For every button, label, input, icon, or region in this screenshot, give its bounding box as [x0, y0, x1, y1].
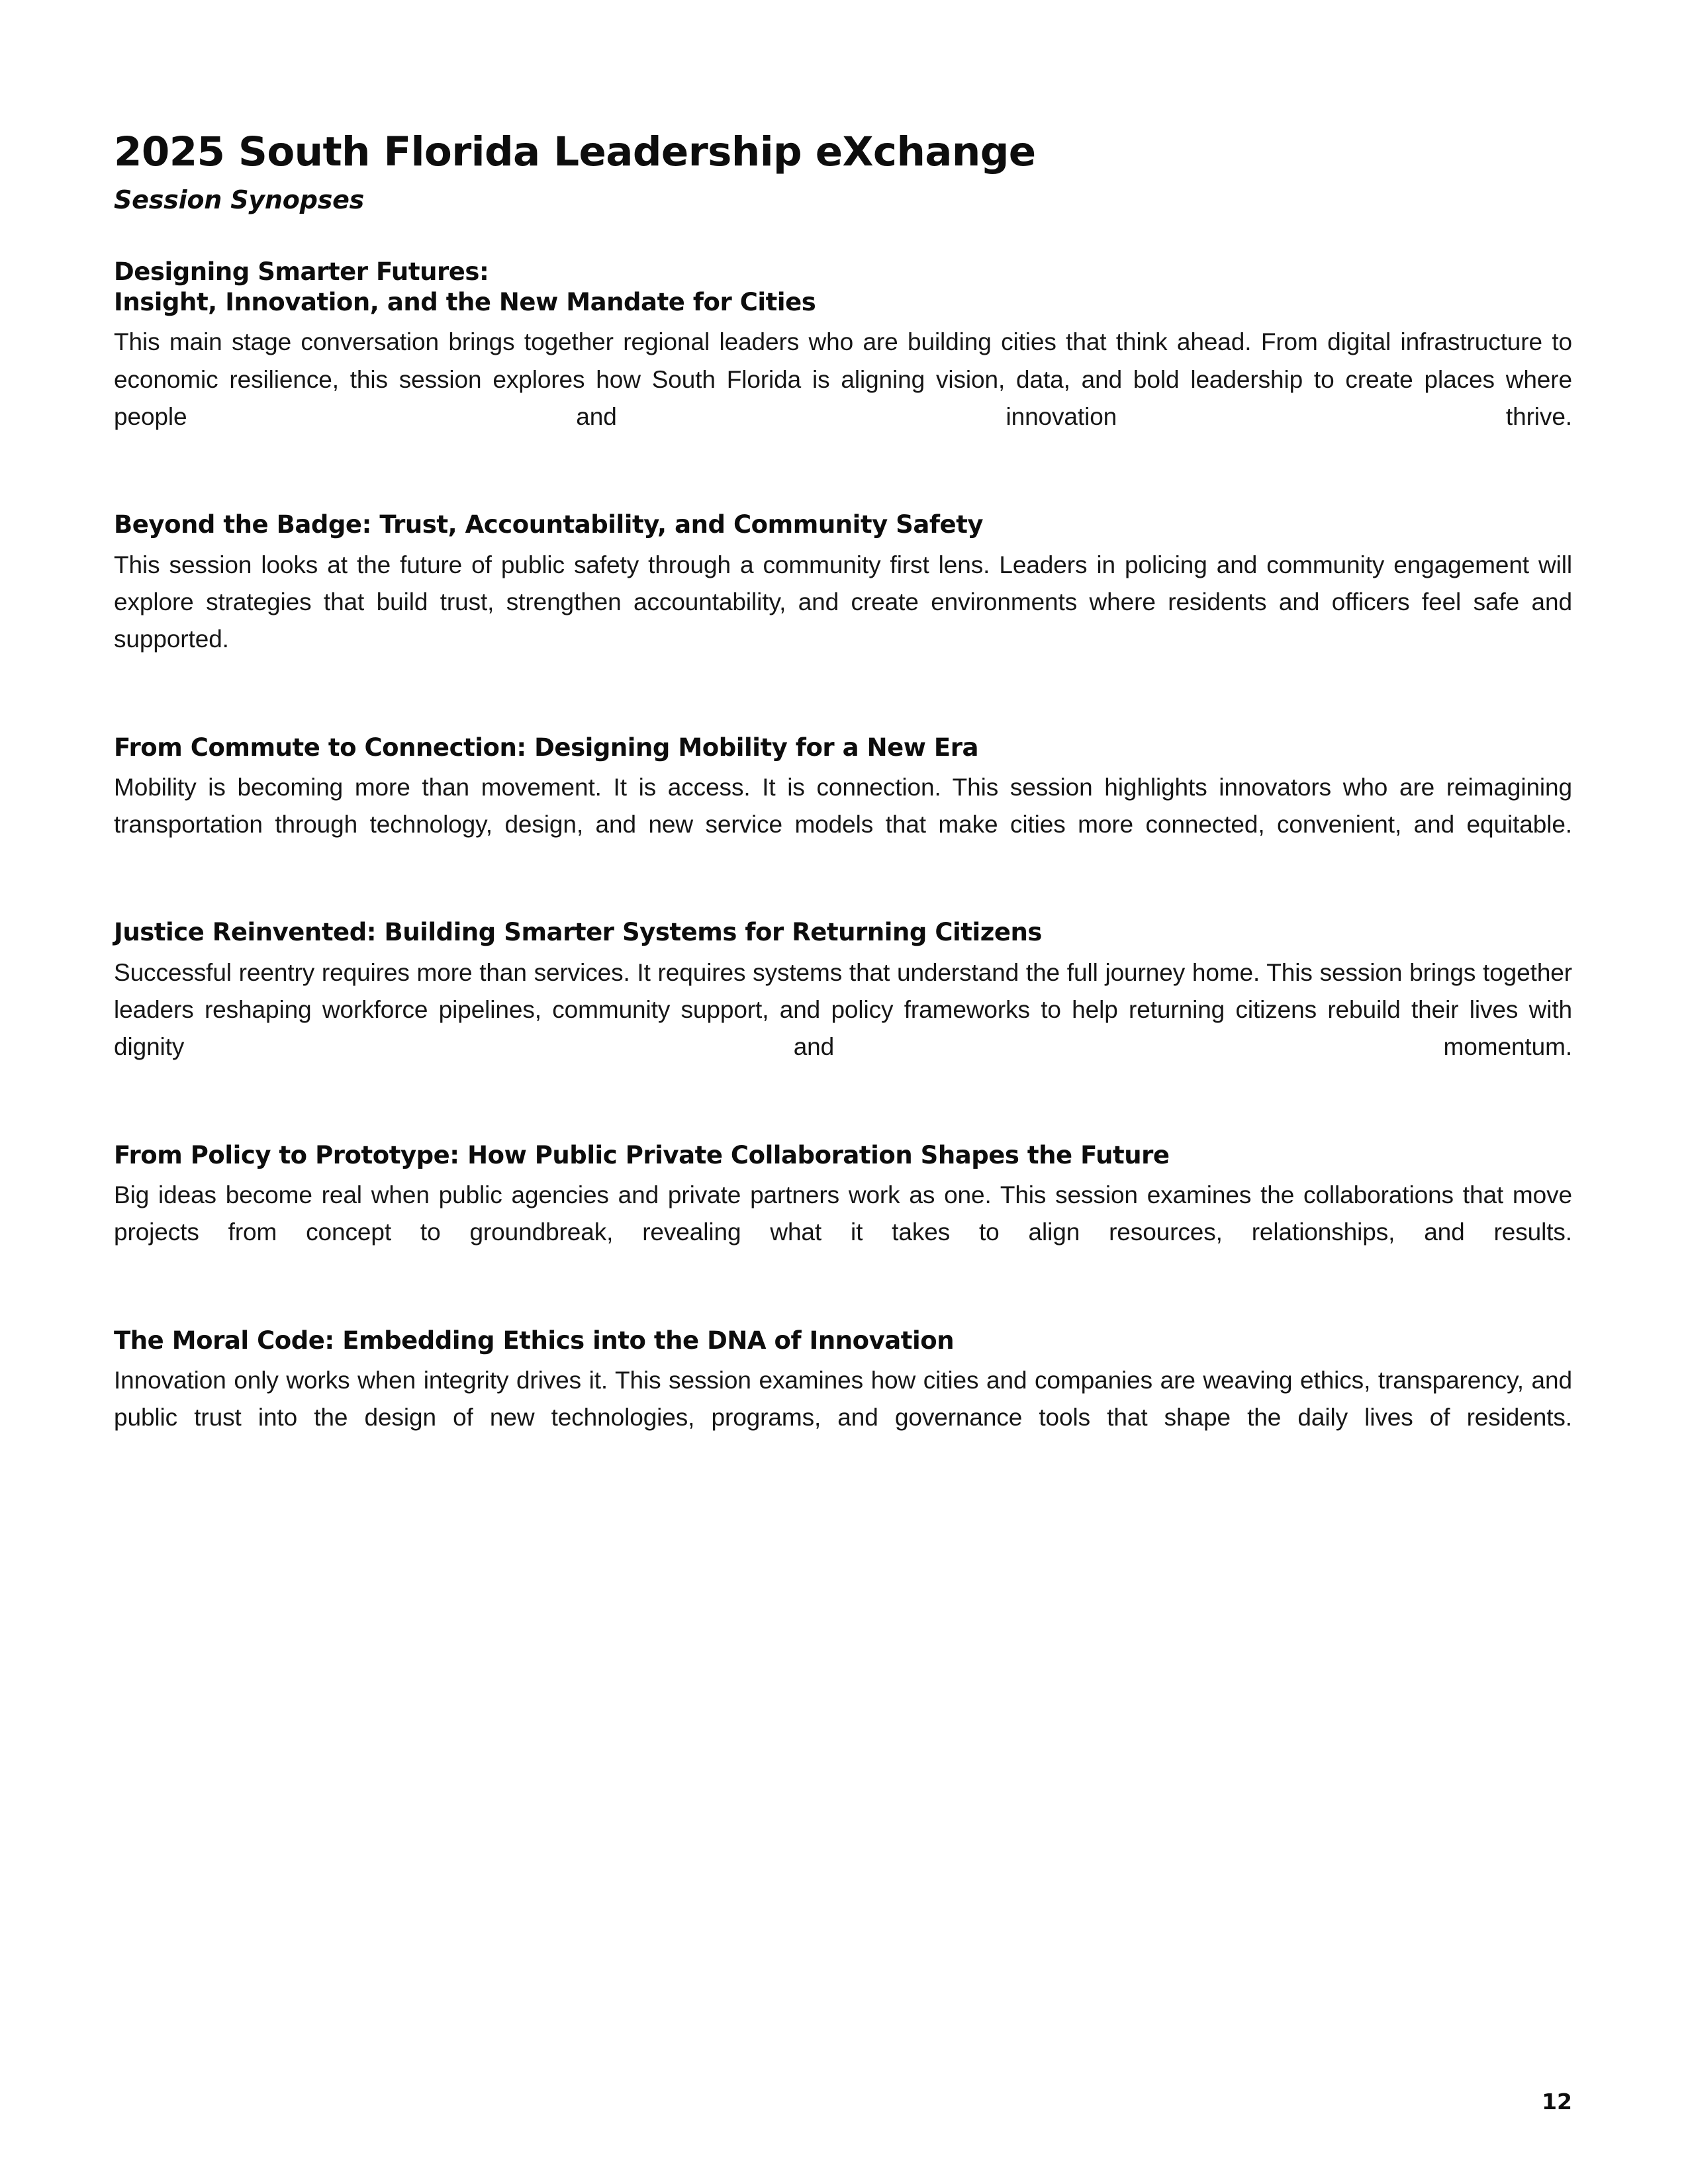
session-heading: [114, 510, 1572, 540]
session-heading-line-1: From Policy to Prototype: How Public Private Collaboration Shapes the Future: [114, 1140, 1170, 1169]
session-heading-line-1: The Moral Code: Embedding Ethics into the DNA of Innovation: [114, 1326, 955, 1355]
session-entry: [114, 733, 1572, 881]
session-description: Innovation only works when integrity drives it. This session examines how cities and companies are weaving ethics, transparency, and public trust into the design of new technologies, programs, and governance tools that shape the daily lives of residents.: [114, 1366, 1572, 1432]
session-entry: [114, 1140, 1572, 1289]
session-heading-line-1: Justice Reinvented: Building Smarter Systems for Returning Citizens: [114, 918, 1042, 947]
session-description: Big ideas become real when public agencies and private partners work as one. This session examines the collaborations that move projects from concept to groundbreak, revealing what it takes to align resources, relationships, and results.: [114, 1181, 1572, 1246]
session-description: This main stage conversation brings together regional leaders who are building cities that think ahead. From digital infrastructure to economic resilience, this session explores how South Florida is aligning vision, data, and bold leadership to create places where people and innovation thrive.: [114, 328, 1572, 430]
session-heading: [114, 1326, 1572, 1356]
page-title: 2025 South Florida Leadership eXchange: [114, 128, 1036, 175]
session-heading-line-2: Insight, Innovation, and the New Mandate for Cities: [114, 288, 816, 317]
session-heading: [114, 917, 1572, 948]
session-heading: [114, 257, 1572, 318]
session-description: This session looks at the future of public safety through a community first lens. Leaders in policing and community engagement will explore strategies that build trust, strengthen accountability, and create environments where residents and officers feel safe and supported.: [114, 551, 1572, 653]
session-heading-line-1: Beyond the Badge: Trust, Accountability, and Community Safety: [114, 510, 984, 539]
session-synopses-list: [114, 257, 1572, 1474]
session-description: Mobility is becoming more than movement. It is access. It is connection. This session highlights innovators who are reimagining transportation through technology, design, and new service models that make cities more connected, convenient, and equitable.: [114, 773, 1572, 839]
session-heading: [114, 733, 1572, 763]
document-header: [114, 130, 1572, 216]
session-description: Successful reentry requires more than services. It requires systems that understand the full journey home. This session brings together leaders reshaping workforce pipelines, community support, and policy frameworks to help returning citizens rebuild their lives with dignity and momentum.: [114, 958, 1572, 1061]
session-entry: [114, 1326, 1572, 1474]
session-entry: [114, 917, 1572, 1103]
session-heading-line-1: Designing Smarter Futures:: [114, 257, 489, 286]
session-heading-line-1: From Commute to Connection: Designing Mobility for a New Era: [114, 733, 979, 762]
page-subtitle: Session Synopses: [114, 185, 365, 215]
session-entry: [114, 510, 1572, 695]
session-entry: [114, 257, 1572, 473]
page-number: 12: [1542, 2089, 1572, 2115]
session-heading: [114, 1140, 1572, 1171]
